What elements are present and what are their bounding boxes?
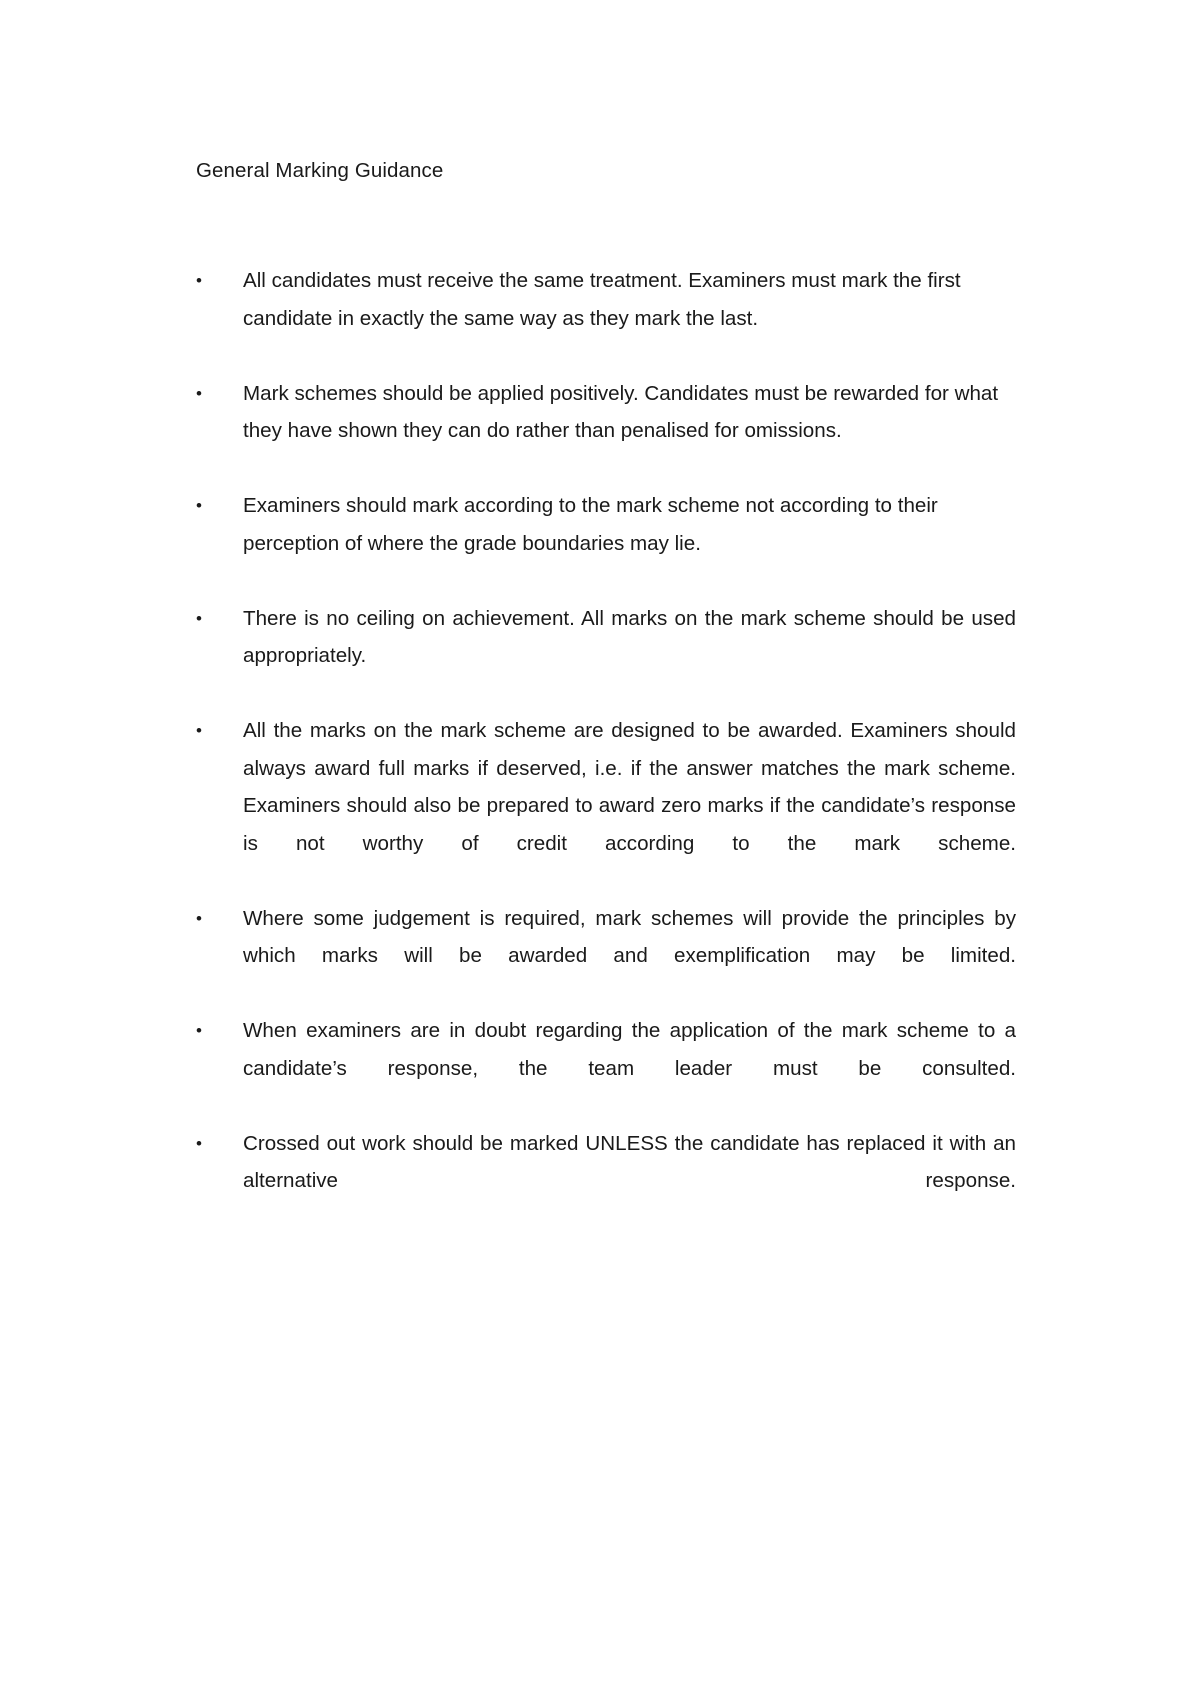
list-item xyxy=(196,262,1016,375)
list-item xyxy=(196,1125,1016,1238)
bullet-icon: • xyxy=(196,1133,202,1153)
bullet-icon: • xyxy=(196,721,202,740)
page-title: General Marking Guidance xyxy=(196,159,444,182)
list-item-text: All candidates must receive the same treatment. Examiners must mark the first candidate in exactly the same way as they mark the last. xyxy=(243,269,961,330)
list-item-text: Examiners should mark according to the mark scheme not according to their perception of where the grade boundaries may lie. xyxy=(243,494,938,555)
list-item-text: Mark schemes should be applied positively. Candidates must be rewarded for what they have shown they can do rather than penalised for omissions. xyxy=(243,381,999,442)
bullet-icon: • xyxy=(196,1021,202,1040)
bullet-icon: • xyxy=(196,383,202,403)
list-item xyxy=(196,1012,1016,1125)
bullet-icon: • xyxy=(196,908,202,928)
general-marking-guidance-list xyxy=(196,262,1016,1237)
list-item xyxy=(196,487,1016,600)
list-item-text: Crossed out work should be marked UNLESS the candidate has replaced it with an alternative response. xyxy=(243,1131,1016,1192)
list-item-text: All the marks on the mark scheme are designed to be awarded. Examiners should always award full marks if deserved, i.e. if the answer matches the mark scheme. Examiners should also be prepared to award zero marks if the candidate’s response is not worthy of credit according to the mark scheme. xyxy=(243,719,1016,855)
list-item xyxy=(196,712,1016,900)
list-item xyxy=(196,600,1016,713)
bullet-icon: • xyxy=(196,496,202,515)
bullet-icon: • xyxy=(196,608,202,628)
bullet-icon: • xyxy=(196,271,202,290)
list-item xyxy=(196,900,1016,1013)
list-item-text: There is no ceiling on achievement. All marks on the mark scheme should be used appropriately. xyxy=(243,606,1016,667)
list-item-text: When examiners are in doubt regarding the application of the mark scheme to a candidate’s response, the team leader must be consulted. xyxy=(243,1019,1016,1080)
list-item xyxy=(196,375,1016,488)
list-item-text: Where some judgement is required, mark schemes will provide the principles by which marks will be awarded and exemplification may be limited. xyxy=(243,906,1016,967)
